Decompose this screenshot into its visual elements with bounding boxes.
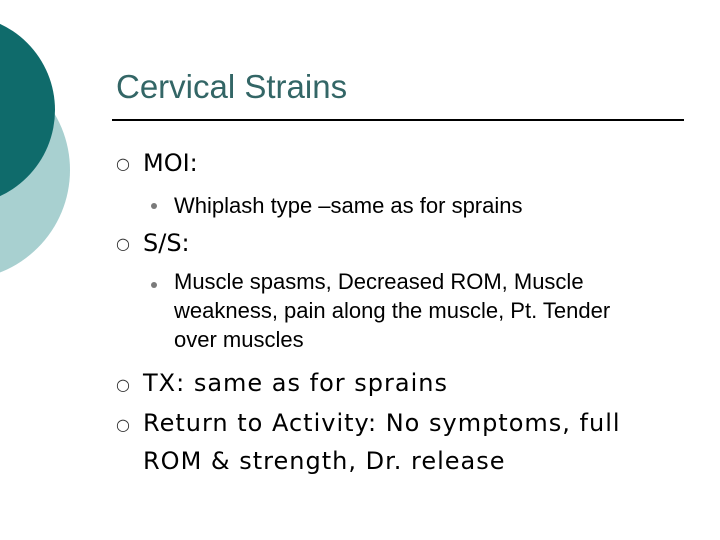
slide-title: Cervical Strains (116, 68, 348, 105)
hollow-circle-icon: ○ (116, 375, 130, 394)
filled-dot-icon (151, 282, 157, 288)
bullet-treatment: TX: same as for sprains (143, 369, 448, 397)
bullet-moi: MOI: (143, 149, 198, 177)
sub-bullet-symptoms: Muscle spasms, Decreased ROM, Muscle weakness, pain along the muscle, Pt. Tender over muscles (174, 269, 611, 352)
bullet-return-to-activity: Return to Activity: No symptoms, full ROM & strength, Dr. release (143, 409, 621, 475)
sub-bullet-whiplash: Whiplash type –same as for sprains (174, 193, 523, 218)
hollow-circle-icon: ○ (116, 415, 130, 434)
title-divider (112, 119, 684, 121)
bullet-signs-symptoms: S/S: (143, 229, 190, 257)
filled-dot-icon (151, 203, 157, 209)
hollow-circle-icon: ○ (116, 234, 130, 253)
hollow-circle-icon: ○ (116, 154, 130, 173)
corner-decoration (0, 0, 120, 300)
